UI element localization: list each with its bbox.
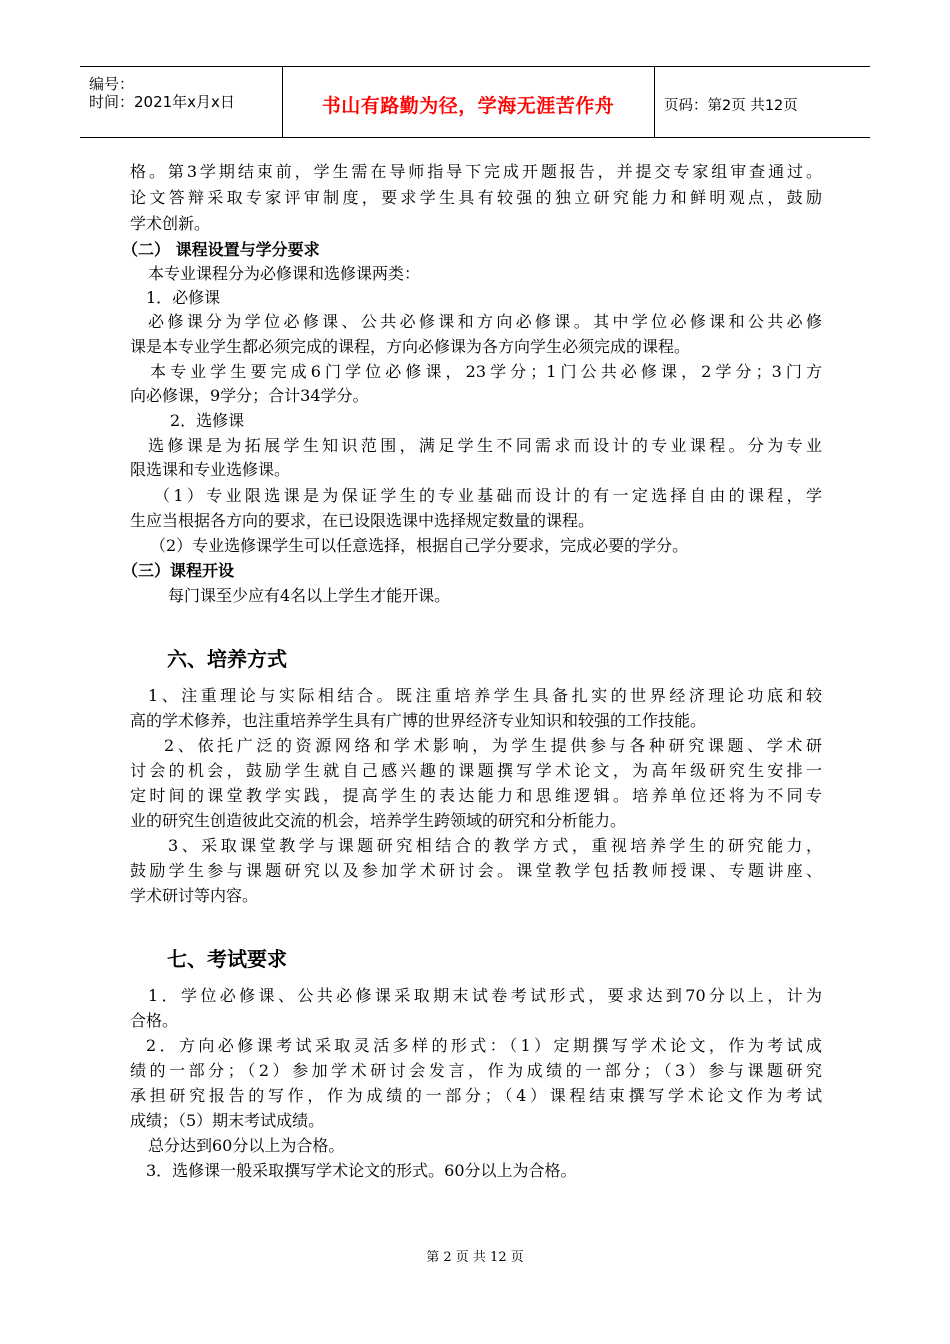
paragraph-line: 格。第3学期结束前，学生需在导师指导下完成开题报告，并提交专家组审查通过。: [130, 162, 822, 181]
paragraph-line: 鼓励学生参与课题研究以及参加学术研讨会。课堂教学包括教师授课、专题讲座、: [130, 861, 822, 880]
paragraph-line: 每门课至少应有4名以上学生才能开课。: [168, 586, 451, 605]
header-page-cell: [654, 67, 870, 137]
document-number-label: 编号：: [89, 75, 135, 93]
document-time-label: 时间：2021年x月x日: [89, 93, 235, 111]
paragraph-line: （1）专业限选课是为保证学生的专业基础而设计的有一定选择自由的课程，学: [154, 486, 822, 505]
section-heading-6: 六、培养方式: [167, 647, 287, 671]
header-motto: 书山有路勤为径，学海无涯苦作舟: [321, 95, 615, 117]
paragraph-line: 生应当根据各方向的要求，在已设限选课中选择规定数量的课程。: [130, 511, 595, 530]
paragraph-line: 1．学位必修课、公共必修课采取期末试卷考试形式，要求达到70分以上，计为: [148, 986, 822, 1005]
paragraph-line: 2．方向必修课考试采取灵活多样的形式：（1）定期撰写学术论文，作为考试成: [146, 1036, 822, 1055]
paragraph-line: 1．必修课: [146, 288, 221, 307]
header-meta-cell: [80, 67, 283, 137]
paragraph-line: 成绩；（5）期末考试成绩。: [130, 1111, 325, 1130]
page-header: [80, 66, 870, 138]
page-footer: 第 2 页 共 12 页: [426, 1250, 524, 1265]
subsection-title: （二） 课程设置与学分要求: [122, 240, 320, 259]
paragraph-line: 讨会的机会，鼓励学生就自己感兴趣的课题撰写学术论文，为高年级研究生安排一: [130, 761, 822, 780]
paragraph-line: 合格。: [130, 1011, 179, 1030]
paragraph-line: 2、依托广泛的资源网络和学术影响，为学生提供参与各种研究课题、学术研: [164, 736, 822, 755]
paragraph-line: 2．选修课: [170, 411, 245, 430]
section-heading-7: 七、考试要求: [167, 947, 287, 971]
paragraph-line: 课是本专业学生都必须完成的课程，方向必修课为各方向学生必须完成的课程。: [130, 337, 691, 356]
paragraph-line: 总分达到60分以上为合格。: [148, 1136, 345, 1155]
paragraph-line: 绩的一部分；（2）参加学术研讨会发言，作为成绩的一部分；（3）参与课题研究: [130, 1061, 822, 1080]
paragraph-line: 学术创新。: [130, 214, 211, 233]
header-motto-cell: [282, 67, 655, 137]
paragraph-line: 承担研究报告的写作，作为成绩的一部分；（4）课程结束撰写学术论文作为考试: [130, 1086, 822, 1105]
paragraph-line: 本专业课程分为必修课和选修课两类：: [148, 264, 421, 283]
paragraph-line: （2）专业选修课学生可以任意选择，根据自己学分要求，完成必要的学分。: [150, 536, 689, 555]
paragraph-line: 本专业学生要完成6门学位必修课，23学分；1门公共必修课，2学分；3门方: [150, 362, 822, 381]
paragraph-line: 限选课和专业选修课。: [130, 460, 291, 479]
paragraph-line: 定时间的课堂教学实践，提高学生的表达能力和思维逻辑。培养单位还将为不同专: [130, 786, 822, 805]
header-page-info: 页码：第2页 共12页: [664, 98, 798, 114]
paragraph-line: 3、采取课堂教学与课题研究相结合的教学方式，重视培养学生的研究能力，: [168, 836, 822, 855]
paragraph-line: 高的学术修养，也注重培养学生具有广博的世界经济专业知识和较强的工作技能。: [130, 711, 707, 730]
paragraph-line: 3．选修课一般采取撰写学术论文的形式。60分以上为合格。: [146, 1161, 577, 1180]
paragraph-line: 学术研讨等内容。: [130, 886, 259, 905]
subsection-title: （三）课程开设: [122, 561, 235, 580]
paragraph-line: 业的研究生创造彼此交流的机会，培养学生跨领域的研究和分析能力。: [130, 811, 627, 830]
paragraph-line: 选修课是为拓展学生知识范围，满足学生不同需求而设计的专业课程。分为专业: [148, 436, 822, 455]
paragraph-line: 必修课分为学位必修课、公共必修课和方向必修课。其中学位必修课和公共必修: [148, 312, 822, 331]
paragraph-line: 向必修课，9学分；合计34学分。: [130, 386, 369, 405]
paragraph-line: 论文答辩采取专家评审制度，要求学生具有较强的独立研究能力和鲜明观点，鼓励: [130, 188, 822, 207]
paragraph-line: 1、注重理论与实际相结合。既注重培养学生具备扎实的世界经济理论功底和较: [148, 686, 822, 705]
